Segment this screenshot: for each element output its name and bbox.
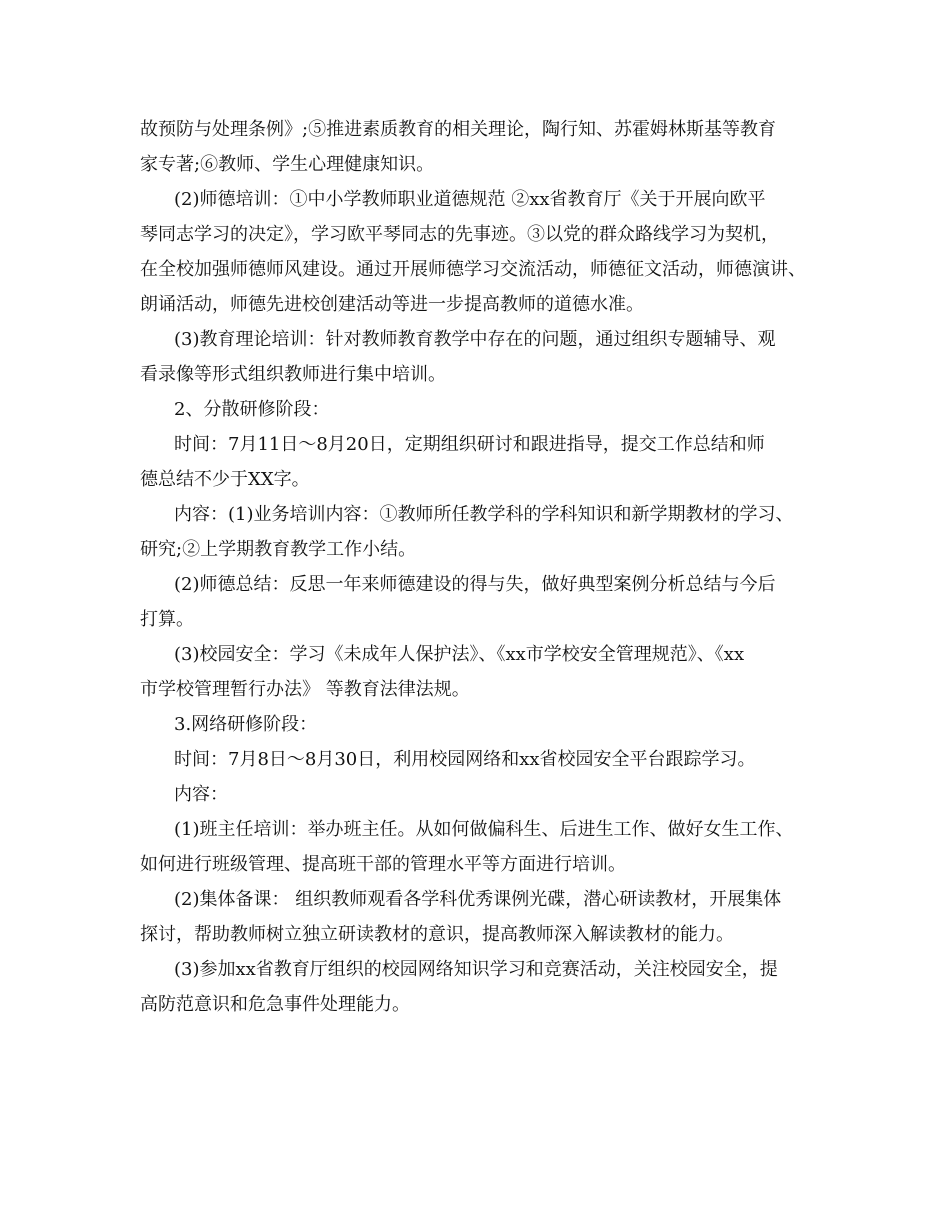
text-line: 家专著;⑥教师、学生心理健康知识。 (140, 154, 435, 175)
text-line: 内容：(1)业务培训内容：①教师所任教学科的学科知识和新学期教材的学习、 (174, 504, 794, 525)
text-line: 高防范意识和危急事件处理能力。 (140, 994, 410, 1015)
text-line: 看录像等形式组织教师进行集中培训。 (140, 364, 446, 385)
text-line: (2)师德培训：①中小学教师职业道德规范 ②xx省教育厅《关于开展向欧平 (174, 189, 766, 210)
text-line: 时间：7月11日～8月20日，定期组织研讨和跟进指导，提交工作总结和师 (174, 434, 765, 455)
text-line: 如何进行班级管理、提高班干部的管理水平等方面进行培训。 (140, 854, 626, 875)
text-line: 打算。 (140, 609, 194, 630)
text-line: 研究;②上学期教育教学工作小结。 (140, 539, 417, 560)
text-line: (3)教育理论培训：针对教师教育教学中存在的问题，通过组织专题辅导、观 (174, 329, 776, 350)
text-line: (1)班主任培训：举办班主任。从如何做偏科生、后进生工作、做好女生工作、 (174, 819, 794, 840)
text-line: 在全校加强师德师风建设。通过开展师德学习交流活动，师德征文活动，师德演讲、 (140, 259, 806, 280)
text-line: 故预防与处理条例》;⑤推进素质教育的相关理论，陶行知、苏霍姆林斯基等教育 (140, 119, 777, 140)
text-line: 探讨，帮助教师树立独立研读教材的意识，提高教师深入解读教材的能力。 (140, 924, 734, 945)
text-line: 内容： (174, 784, 228, 805)
text-line: 市学校管理暂行办法》 等教育法律法规。 (140, 679, 470, 700)
text-line: 3.网络研修阶段： (174, 714, 318, 735)
text-line: (2)师德总结：反思一年来师德建设的得与失，做好典型案例分析总结与今后 (174, 574, 776, 595)
text-line: (3)参加xx省教育厅组织的校园网络知识学习和竞赛活动，关注校园安全，提 (174, 959, 778, 980)
text-line: 德总结不少于XX字。 (140, 469, 310, 490)
text-line: 时间：7月8日～8月30日，利用校园网络和xx省校园安全平台跟踪学习。 (174, 749, 756, 770)
text-line: 琴同志学习的决定》，学习欧平琴同志的先事迹。③以党的群众路线学习为契机， (140, 224, 779, 245)
text-line: 2、分散研修阶段： (174, 399, 330, 420)
text-line: 朗诵活动，师德先进校创建活动等进一步提高教师的道德水准。 (140, 294, 644, 315)
text-line: (3)校园安全：学习《未成年人保护法》、《xx市学校安全管理规范》、《xx (174, 644, 745, 665)
text-line: (2)集体备课： 组织教师观看各学科优秀课例光碟，潜心研读教材，开展集体 (174, 889, 782, 910)
document-body (140, 112, 820, 1022)
